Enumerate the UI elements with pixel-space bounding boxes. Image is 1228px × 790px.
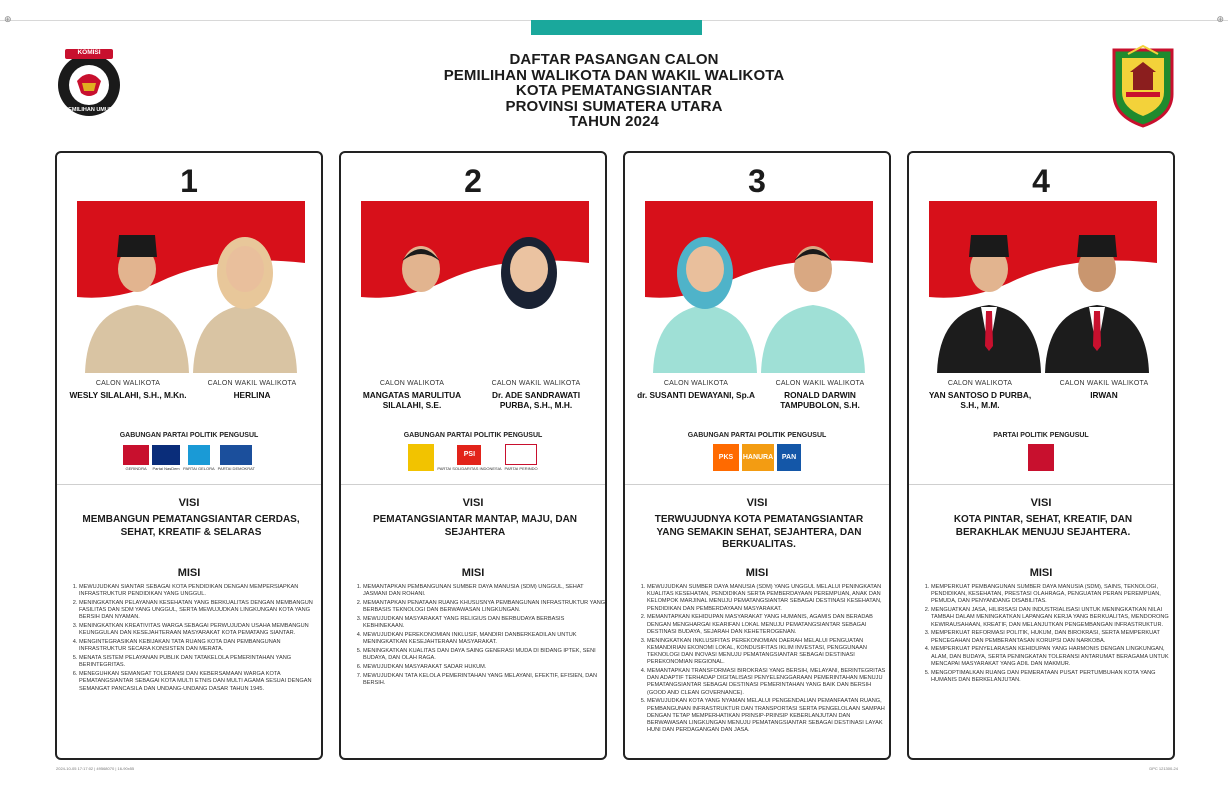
misi-title: MISI <box>1029 567 1053 579</box>
candidate-number: 1 <box>180 163 198 199</box>
misi-item: 3. MENINGKATKAN KREATIVITAS WARGA SEBAGAI PERWUJUDAN USAHA MEMBANGUN KEUNGGULAN DAN KESEJAHTERAAN MASYARAKAT KOTA PEMATANG SIANTAR. <box>79 623 323 637</box>
misi-item: 2. MENINGKATKAN PELAYANAN KESEHATAN YANG BERKUALITAS DENGAN MEMBANGUN FASILITAS DAN SDM YANG UNGGUL, SERTA MEWUJUDKAN LINGKUNGAN KOTA YANG BERSIH DAN NYAMAN. <box>79 600 323 622</box>
misi-list <box>921 584 1175 686</box>
candidate-card-4 <box>907 151 1175 760</box>
misi-item: 4. MEMPERKUAT PENYELARASAN KEHIDUPAN YANG HARMONIS DENGAN LINGKUNGAN, ALAM, DAN BUDAYA, SERTA PENINGKATAN TOLERANSI ANTARUMAT BERAGAMA UNTUK MENCAPAI MASYARAKAT YANG ADIL DAN MAKMUR. <box>931 646 1175 668</box>
mayor-column <box>69 380 187 400</box>
misi-item: 5. MENINGKATKAN KUALITAS DAN DAYA SAING GENERASI MUDA DI BIDANG IPTEK, SENI BUDAYA, DAN OLAH RAGA. <box>363 648 607 662</box>
misi-item: 1. MEWUJUDKAN SUMBER DAYA MANUSIA (SDM) YANG UNGGUL MELALUI PENINGKATAN KUALITAS KESEHATAN, PENDIDIKAN SERTA PEMBERDAYAAN PEREMPUAN, ANAK DAN KELOMPOK MARJINAL MENUJU PEMATANGSIANTAR SEBAGAI DESTINASI KESEHATAN, PENDIDIKAN DAN PEMBERDAYAAN MASYARAKAT. <box>647 584 891 613</box>
misi-title: MISI <box>177 567 201 579</box>
party-logo <box>1028 444 1054 471</box>
party-logo <box>408 444 434 471</box>
mayor-name: MANGATAS MARULITUA SILALAHI, S.E. <box>362 390 462 410</box>
misi-item: 5. MENATA SISTEM PELAYANAN PUBLIK DAN TATAKELOLA PEMERINTAHAN YANG BERINTEGRITAS. <box>79 655 323 669</box>
vice-name: RONALD DARWIN TAMPUBOLON, S.H. <box>780 390 860 410</box>
vice-role-label: CALON WAKIL WALIKOTA <box>1059 380 1149 387</box>
party-emblem-icon <box>123 445 149 465</box>
party-name: GERINDRA <box>125 465 147 471</box>
visi-text: MEMBANGUN PEMATANGSIANTAR CERDAS, SEHAT, KREATIF & SELARAS <box>82 514 300 538</box>
candidate-card-3 <box>623 151 891 760</box>
misi-item: 1. MEWUJUDKAN SIANTAR SEBAGAI KOTA PENDIDIKAN DENGAN MEMPERSIAPKAN INFRASTRUKTUR PENDIDIKAN YANG UNGGUL. <box>79 584 323 598</box>
misi-item: 5. MEWUJUDKAN KOTA YANG NYAMAN MELALUI PENGENDALIAN PEMANFAATAN RUANG, PEMBANGUNAN INFRASTRUKTUR DAN TRANSPORTASI SERTA PENGELOLAAN SAMPAH DENGAN TETAP MEMPERHATIKAN PRINSIP-PRINSIP KEBERLANJUTAN DAN BERWAWASAN LINGKUNGAN MENUJU PEMATANGSIANTAR SEBAGAI DESTINASI LAYAK HUNI DAN PERDAGANGAN DAN JASA. <box>647 698 891 734</box>
candidate-photo-icon <box>929 201 1157 373</box>
crop-mark-icon: ⊕ <box>4 14 12 24</box>
party-emblem-icon <box>505 444 537 465</box>
misi-item: 4. MENGINTEGRASIKAN KEBIJAKAN TATA RUANG KOTA DAN PEMBANGUNAN INFRASTRUKTUR SECARA KONSISTEN DAN MERATA. <box>79 639 323 653</box>
misi-item: 6. MENEGUHKAN SEMANGAT TOLERANSI DAN KEBERSAMAAN WARGA KOTA PEMATANGSIANTAR SEBAGAI KOTA MULTI ETNIS DAN MULTI AGAMA SESUAI DENGAN SEMANGAT PANCASILA DAN UNDANG-UNDANG DASAR TAHUN 1945. <box>79 671 323 693</box>
misi-list <box>353 584 607 689</box>
party-logo <box>437 444 501 471</box>
section-divider <box>57 484 321 485</box>
misi-item: 6. MEWUJUDKAN MASYARAKAT SADAR HUKUM. <box>363 664 607 671</box>
header-line-2: PEMILIHAN WALIKOTA DAN WAKIL WALIKOTA <box>443 66 785 84</box>
party-emblem-icon <box>188 445 210 465</box>
mayor-column <box>921 380 1039 410</box>
kpu-logo-bottom-text: PEMILIHAN UMUM <box>64 107 114 113</box>
visi-text: PEMATANGSIANTAR MANTAP, MAJU, DAN SEJAHTERA <box>372 514 578 538</box>
header-line-1: DAFTAR PASANGAN CALON <box>509 51 719 68</box>
section-divider <box>625 484 889 485</box>
mayor-name: YAN SANTOSO D PURBA, S.H., M.M. <box>928 390 1032 410</box>
candidate-number: 3 <box>748 163 766 199</box>
footer-code: DPC 121300-24 <box>1149 766 1178 771</box>
misi-item: 7. MEWUJUDKAN TATA KELOLA PEMERINTAHAN YANG MELAYANI, EFEKTIF, EFISIEN, DAN BERSIH. <box>363 673 607 687</box>
vice-name: Dr. ADE SANDRAWATI PURBA, S.H., M.H. <box>491 390 581 410</box>
mayor-column <box>637 380 755 400</box>
misi-item: 1. MEMANTAPKAN PEMBANGUNAN SUMBER DAYA MANUSIA (SDM) UNGGUL, SEHAT JASMANI DAN ROHANI. <box>363 584 607 598</box>
kpu-logo-top-text: KOMISI <box>77 49 101 56</box>
party-name: PARTAI GELORA <box>183 465 215 471</box>
kpu-logo <box>55 45 123 123</box>
crop-mark-icon: ⊕ <box>1216 14 1224 24</box>
coalition-label: GABUNGAN PARTAI POLITIK PENGUSUL <box>403 432 543 439</box>
party-emblem-icon: HANURA <box>742 444 774 471</box>
party-logo <box>505 444 538 471</box>
party-emblem-icon: PKS <box>713 444 739 471</box>
vice-role-label: CALON WAKIL WALIKOTA <box>207 380 297 387</box>
coalition-label: GABUNGAN PARTAI POLITIK PENGUSUL <box>687 432 827 439</box>
header-line-5: TAHUN 2024 <box>569 113 659 130</box>
vice-role-label: CALON WAKIL WALIKOTA <box>491 380 581 387</box>
vice-column <box>1045 380 1163 400</box>
mayor-name: WESLY SILALAHI, S.H., M.Kn. <box>69 390 187 400</box>
mayor-role-label: CALON WALIKOTA <box>663 380 729 387</box>
party-name: PARTAI PERINDO <box>504 466 538 471</box>
candidate-photo-icon <box>77 201 305 373</box>
footer-print-info: 2024-10-05 17:17:02 | 49568070 | 16-90x55 <box>56 766 135 771</box>
misi-item: 3. MEMPERKUAT REFORMASI POLITIK, HUKUM, DAN BIROKRASI, SERTA MEMPERKUAT PENCEGAHAN DAN PEMBERANTASAN KORUPSI DAN NARKOBA. <box>931 630 1175 644</box>
vice-role-label: CALON WAKIL WALIKOTA <box>775 380 865 387</box>
party-name: Partai NasDem <box>152 465 180 471</box>
misi-item: 2. MEMANTAPKAN KEHIDUPAN MASYARAKAT YANG HUMANIS, AGAMIS DAN BERADAB DENGAN MENGHARGAI KEARIFAN LOKAL MENUJU PEMATANGSIANTAR SEBAGAI DESTINASI BUDAYA, SEJARAH DAN KEHETEROGENAN. <box>647 614 891 636</box>
misi-title: MISI <box>745 567 769 579</box>
page-header <box>300 52 928 130</box>
party-logo <box>123 444 149 471</box>
visi-title: VISI <box>746 497 768 509</box>
misi-list <box>69 584 323 694</box>
party-logo <box>218 444 255 471</box>
misi-list <box>637 584 891 736</box>
coalition-label: GABUNGAN PARTAI POLITIK PENGUSUL <box>119 432 259 439</box>
misi-item: 3. MENINGKATKAN INKLUSIFITAS PEREKONOMIAN DAERAH MELALUI PENGUATAN KEMANDIRIAN EKONOMI LOKAL, KONDUSIFITAS IKLIM INVESTASI, PENGGUNAAN TEKNOLOGI DAN INOVASI MENUJU PEMATANGSIANTAR SEBAGAI DESTINASI PEREKONOMIAN REGIONAL. <box>647 638 891 667</box>
party-logos <box>909 444 1173 471</box>
party-logo <box>742 444 774 471</box>
candidate-card-1 <box>55 151 323 760</box>
candidate-photo <box>361 201 589 373</box>
misi-item: 5. MENGOPTIMALKAN RUANG DAN PEMERATAAN PUSAT PERTUMBUHAN KOTA YANG HUMANIS DAN BERKELANJUTAN. <box>931 670 1175 684</box>
visi-text: TERWUJUDNYA KOTA PEMATANGSIANTAR YANG SEMAKIN SEHAT, SEJAHTERA, DAN BERKUALITAS. <box>654 514 864 550</box>
candidate-photo-icon <box>645 201 873 373</box>
city-crest-logo <box>1108 42 1178 128</box>
section-divider <box>341 484 605 485</box>
visi-title: VISI <box>462 497 484 509</box>
party-logos <box>625 444 889 471</box>
mayor-role-label: CALON WALIKOTA <box>379 380 445 387</box>
candidate-card-2 <box>339 151 607 760</box>
party-logos <box>341 444 605 471</box>
misi-item: 4. MEWUJUDKAN PEREKONOMIAN INKLUSIF, MANDIRI DANBERKEADILAN UNTUK MENINGKATKAN KESEJAHTERAAN MASYARAKAT. <box>363 632 607 646</box>
mayor-role-label: CALON WALIKOTA <box>947 380 1013 387</box>
vice-name: IRWAN <box>1090 390 1118 400</box>
party-emblem-icon: PAN <box>777 444 801 471</box>
misi-item: 2. MENGUATKAN JASA, HILIRISASI DAN INDUSTRIALISASI UNTUK MENINGKATKAN NILAI TAMBAH DALAM MENINGKATKAN LAPANGAN KERJA YANG BERKUALITAS, MENDORONG KEWIRAUSAHAAN, KREATIF, DAN MELANJUTKAN PENGEMBANGAN INFRASTRUKTUR. <box>931 607 1175 629</box>
party-emblem-icon <box>152 445 180 465</box>
candidate-photo <box>77 201 305 373</box>
mayor-name: dr. SUSANTI DEWAYANI, Sp.A <box>637 390 755 400</box>
mayor-role-label: CALON WALIKOTA <box>95 380 161 387</box>
party-logo <box>183 444 215 471</box>
coalition-label: PARTAI POLITIK PENGUSUL <box>993 432 1089 439</box>
candidate-photo <box>929 201 1157 373</box>
visi-title: VISI <box>178 497 200 509</box>
vice-column <box>761 380 879 410</box>
section-divider <box>909 484 1173 485</box>
pematangsiantar-crest-icon <box>1108 42 1178 128</box>
party-logo <box>713 444 739 471</box>
misi-item: 1. MEMPERKUAT PEMBANGUNAN SUMBER DAYA MANUSIA (SDM), SAINS, TEKNOLOGI, PENDIDIKAN, KESEHATAN, PRESTASI OLAHRAGA, PENGUATAN PERAN PEREMPUAN, PEMUDA, DAN PENYANDANG DISABILITAS. <box>931 584 1175 606</box>
candidate-photo-icon <box>361 201 589 373</box>
misi-item: 2. MEMANTAPKAN PENATAAN RUANG KHUSUSNYA PEMBANGUNAN INFRASTRUKTUR YANG BERBASIS TEKNOLOGI DAN BERWAWASAN LINGKUNGAN. <box>363 600 607 614</box>
party-logos <box>57 444 321 471</box>
party-emblem-icon <box>220 445 252 465</box>
teal-accent-bar <box>531 20 702 35</box>
visi-text: KOTA PINTAR, SEHAT, KREATIF, DAN BERAKHLAK MENUJU SEJAHTERA. <box>953 514 1133 538</box>
party-name: PARTAI SOLIDARITAS INDONESIA <box>437 465 502 471</box>
vice-name: HERLINA <box>233 390 271 400</box>
party-emblem-icon: PSI <box>457 445 481 465</box>
candidate-photo <box>645 201 873 373</box>
party-logo <box>777 444 801 471</box>
candidate-number: 4 <box>1032 163 1050 199</box>
mayor-column <box>353 380 471 410</box>
party-logo <box>152 444 180 471</box>
candidate-number: 2 <box>464 163 482 199</box>
visi-title: VISI <box>1030 497 1052 509</box>
header-line-4: PROVINSI SUMATERA UTARA <box>505 97 723 115</box>
header-line-3: KOTA PEMATANGSIANTAR <box>515 82 713 99</box>
misi-item: 3. MEWUJUDKAN MASYARAKAT YANG RELIGIUS DAN BERBUDAYA BERBASIS KEBHINEKAAN. <box>363 616 607 630</box>
vice-column <box>477 380 595 410</box>
misi-title: MISI <box>461 567 485 579</box>
party-emblem-icon <box>408 444 434 471</box>
misi-item: 4. MEMANTAPKAN TRANSFORMASI BIROKRASI YANG BERSIH, MELAYANI, BERINTEGRITAS DAN ADAPTIF TERHADAP DIGITALISASI PENYELENGGARAAN PEMERINTAHAN MENUJU PEMATANGSIANTAR SEBAGAI DESTINASI PEMERINTAHAN YANG BAIK DAN BERSIH (GOOD AND CLEAN GOVERNANCE). <box>647 668 891 697</box>
party-name: PARTAI DEMOKRAT <box>217 465 255 471</box>
party-emblem-icon <box>1028 444 1054 471</box>
vice-column <box>193 380 311 400</box>
